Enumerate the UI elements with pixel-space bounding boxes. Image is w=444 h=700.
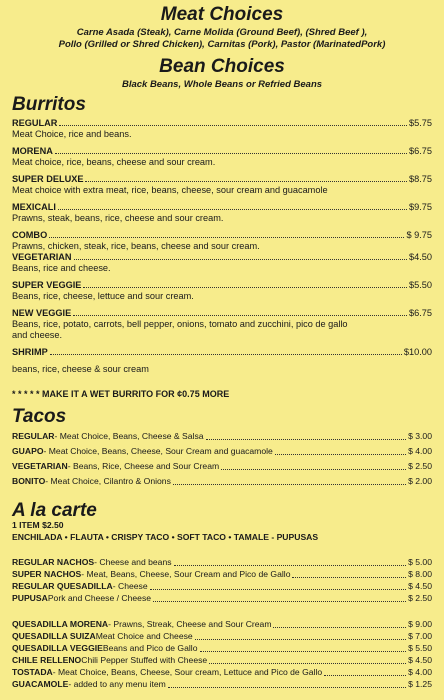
leader-dots [168,687,406,688]
leader-dots [58,209,407,210]
menu-item [12,347,432,375]
item-description: - added to any menu item [68,679,166,689]
leader-dots [85,181,407,182]
menu-item [12,643,432,654]
burritos-heading: Burritos [12,94,86,115]
leader-dots [153,601,406,602]
bean-choices-title: Bean Choices [159,56,285,77]
menu-item [12,619,432,630]
item-name: MORENA [12,146,53,156]
leader-dots [50,354,402,355]
item-description: Prawns, chicken, steak, rice, beans, cheese and sour cream. [12,241,260,251]
leader-dots [150,589,406,590]
item-description: Meat choice with extra meat, rice, beans, cheese, sour cream and guacamole [12,185,328,195]
item-name: GUAPO [12,446,44,456]
item-description: - Meat Choice, Beans, Cheese, Sour Cream and guacamole [43,446,273,456]
leader-dots [173,484,406,485]
leader-dots [209,663,406,664]
item-price: $ 2.50 [408,593,432,603]
item-description: - Meat Choice, Cilantro & Onions [45,476,171,486]
item-price: $ 4.00 [408,667,432,677]
item-description: - Cheese and beans [94,557,172,567]
item-price: $ 8.00 [408,569,432,579]
menu-item [12,631,432,642]
leader-dots [73,315,407,316]
item-description-cont: and cheese. [12,330,63,340]
item-price: $5.75 [409,118,432,128]
item-price: $6.75 [409,308,432,318]
menu-item [12,581,432,592]
leader-dots [174,565,407,566]
menu-item [12,446,432,457]
item-name: VEGETARIAN [12,461,68,471]
item-price: $ 9.00 [408,619,432,629]
leader-dots [275,454,406,455]
alacarte-item-list: ENCHILADA • FLAUTA • CRISPY TACO • SOFT TACO • TAMALE - PUPUSAS [12,532,319,542]
item-price: $ 5.50 [408,643,432,653]
leader-dots [273,627,406,628]
item-price: $ 7.00 [408,631,432,641]
item-name: REGULAR NACHOS [12,557,95,567]
item-description: Beans, rice, potato, carrots, bell pepper, onions, tomato and zucchini, pico de gallo [12,319,348,329]
menu-item [12,655,432,666]
leader-dots [59,125,407,126]
item-description: Meat choice, rice, beans, cheese and sour cream. [12,157,216,167]
item-name: QUESADILLA VEGGIE [12,643,103,653]
menu-item [12,557,432,568]
item-price: $ 5.00 [408,557,432,567]
leader-dots [206,439,407,440]
item-name: BONITO [12,476,46,486]
meat-choices-line2: Pollo (Grilled or Shred Chicken), Carnitas (Pork), Pastor (MarinatedPork) [58,39,386,50]
leader-dots [200,651,407,652]
menu-item [12,146,432,168]
menu-item [12,569,432,580]
menu-item [12,679,432,690]
item-price: $ 2.00 [408,476,432,486]
item-price: $ 4.50 [408,581,432,591]
item-price: $ 2.50 [408,461,432,471]
item-name: TOSTADA [12,667,53,677]
item-description: Beans, rice and cheese. [12,263,111,273]
leader-dots [221,469,406,470]
item-price: $ 9.75 [406,230,432,240]
item-description: beans, rice, cheese & sour cream [12,364,149,374]
item-price: $ 3.00 [408,431,432,441]
wet-burrito-note: * * * * * MAKE IT A WET BURRITO FOR ¢0.75 MORE [12,389,230,399]
tacos-heading: Tacos [12,406,67,427]
meat-choices-line1: Carne Asada (Steak), Carne Molida (Ground Beef), (Shred Beef ), [76,27,368,38]
leader-dots [49,237,404,238]
menu-item [12,202,432,224]
item-name: REGULAR [12,118,58,128]
item-name: PUPUSA [12,593,48,603]
item-description: - Prawns, Streak, Cheese and Sour Cream [108,619,272,629]
item-name: REGULAR QUESADILLA [12,581,113,591]
item-name: MEXICALI [12,202,56,212]
item-price: $ 4.00 [408,446,432,456]
item-name: SUPER NACHOS [12,569,82,579]
item-name: NEW VEGGIE [12,308,72,318]
leader-dots [74,259,407,260]
item-price: $ 4.50 [408,655,432,665]
item-price: $6.75 [409,146,432,156]
item-price: $10.00 [403,347,432,357]
item-description: - Meat Choice, Beans, Cheese, Sour cream, Lettuce and Pico de Gallo [52,667,323,677]
leader-dots [195,639,406,640]
item-description: - Meat Choice, Beans, Cheese & Salsa [54,431,204,441]
item-name: SUPER VEGGIE [12,280,82,290]
leader-dots [324,675,406,676]
item-price: $9.75 [409,202,432,212]
item-name: CHILE RELLENO [12,655,82,665]
one-item-price: 1 ITEM $2.50 [12,520,64,530]
menu-item [12,461,432,472]
item-description: Beans, rice, cheese, lettuce and sour cream. [12,291,194,301]
menu-item [12,667,432,678]
item-name: VEGETARIAN [12,252,72,262]
menu-item [12,431,432,442]
menu-item [12,252,432,274]
item-name: REGULAR [12,431,55,441]
item-description: Meat Choice and Cheese [95,631,193,641]
item-price: $8.75 [409,174,432,184]
menu-item [12,280,432,302]
item-price: $5.50 [409,280,432,290]
item-name: SUPER DELUXE [12,174,84,184]
item-description: Pork and Cheese / Cheese [47,593,152,603]
meat-choices-title: Meat Choices [160,4,284,25]
menu-item [12,118,432,140]
leader-dots [292,577,406,578]
menu-item [12,230,432,252]
item-name: COMBO [12,230,48,240]
item-name: QUESADILLA MORENA [12,619,109,629]
item-name: GUACAMOLE [12,679,69,689]
menu-item [12,308,432,341]
item-description: Chili Pepper Stuffed with Cheese [81,655,208,665]
item-price: $ 1.25 [408,679,432,689]
item-name: QUESADILLA SUIZA [12,631,96,641]
item-description: Beans and Pico de Gallo [102,643,198,653]
leader-dots [83,287,407,288]
item-description: - Cheese [112,581,148,591]
menu-item [12,593,432,604]
item-description: - Meat, Beans, Cheese, Sour Cream and Pico de Gallo [81,569,291,579]
leader-dots [55,153,407,154]
alacarte-heading: A la carte [12,500,97,521]
item-description: Meat Choice, rice and beans. [12,129,132,139]
item-description: Prawns, steak, beans, rice, cheese and sour cream. [12,213,224,223]
menu-item [12,476,432,487]
item-price: $4.50 [409,252,432,262]
item-name: SHRIMP [12,347,48,357]
bean-choices-line1: Black Beans, Whole Beans or Refried Beans [121,79,323,90]
item-description: - Beans, Rice, Cheese and Sour Cream [67,461,220,471]
menu-item [12,174,432,196]
